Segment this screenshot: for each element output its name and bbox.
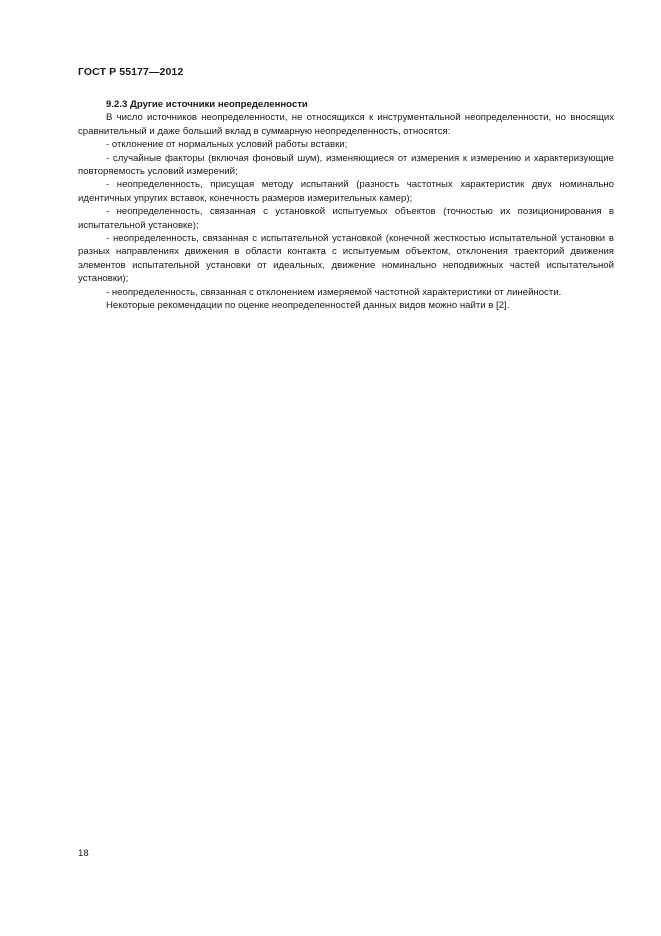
list-item: - отклонение от нормальных условий работы вставки; <box>106 139 348 151</box>
page-number: 18 <box>78 848 89 859</box>
paragraph-reference: Некоторые рекомендации по оценке неопределенностей данных видов можно найти в [2]. <box>106 300 510 312</box>
list-item: - неопределенность, связанная с испытательной установкой (конечной жесткостью испытательной установки в разных направлениях движения в области контакта с испытуемым объектом, отклонения траекторий движения элементов испытательной установки от идеальных, движение номинально неподвижных частей испытательной установки); <box>78 233 614 285</box>
section-title: 9.2.3 Другие источники неопределенности <box>106 99 308 110</box>
paragraph-intro: В число источников неопределенности, не относящихся к инструментальной неопределенности, но вносящих сравнительный и даже больший вклад в суммарную неопределенность, относятся: <box>78 112 614 137</box>
section-body <box>78 98 614 313</box>
list-item: - неопределенность, присущая методу испытаний (разность частотных характеристик двух номинально идентичных упругих вставок, конечность размеров измерительных камер); <box>78 179 614 204</box>
list-item: - неопределенность, связанная с установкой испытуемых объектов (точностью их позиционирования в испытательной установке); <box>78 206 614 231</box>
document-header: ГОСТ Р 55177—2012 <box>78 66 184 78</box>
list-item: - случайные факторы (включая фоновый шум), изменяющиеся от измерения к измерению и характеризующие повторяемость условий измерений; <box>78 152 614 178</box>
list-item: - неопределенность, связанная с отклонением измеряемой частотной характеристики от линейности. <box>106 286 562 298</box>
